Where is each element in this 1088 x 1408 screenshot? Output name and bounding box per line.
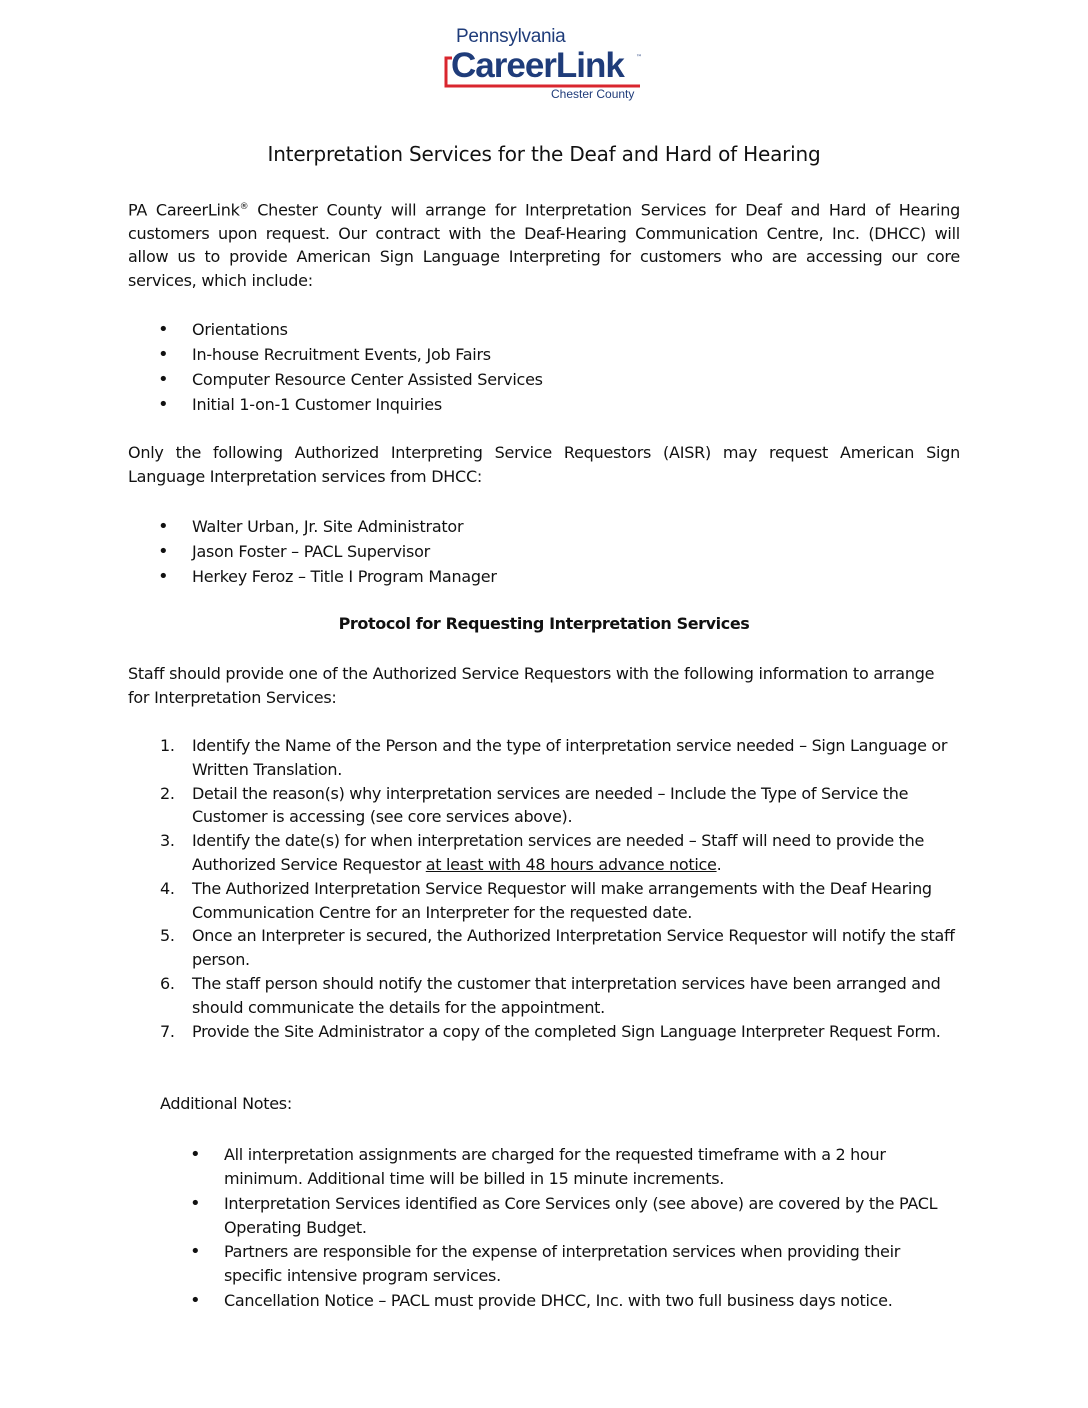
list-item: • In-house Recruitment Events, Job Fairs	[128, 342, 543, 367]
requestors-list	[128, 514, 497, 589]
intro-text-start: PA CareerLink	[128, 200, 240, 220]
protocol-steps-list	[128, 734, 960, 1043]
step-text: Identify the Name of the Person and the type of interpretation service needed – Sign Language or Written Translation.	[192, 736, 948, 779]
step-text: Detail the reason(s) why interpretation services are needed – Include the Type of Service the Customer is accessing (see core services above).	[192, 783, 909, 827]
protocol-heading: Protocol for Requesting Interpretation Services	[338, 614, 750, 633]
list-item: • Herkey Feroz – Title I Program Manager	[128, 564, 497, 589]
logo-state-text: Pennsylvania	[456, 26, 566, 47]
additional-notes-heading: Additional Notes:	[160, 1094, 292, 1113]
aisr-paragraph: Only the following Authorized Interpreting Service Requestors (AISR) may request American Sign Language Interpretation services from DHCC:	[128, 443, 960, 486]
list-item	[128, 877, 960, 925]
step-number: 4.	[160, 878, 175, 898]
step-number: 1.	[160, 736, 175, 755]
careerlink-logo	[0, 26, 1088, 110]
step-text: Provide the Site Administrator a copy of the completed Sign Language Interpreter Request Form.	[192, 1021, 941, 1041]
list-item: • Partners are responsible for the expense of interpretation services when providing their specific intensive program services.	[128, 1240, 960, 1289]
list-item	[128, 1020, 960, 1044]
logo-brand-text: CareerLink	[451, 46, 624, 85]
list-item: • Cancellation Notice – PACL must provide DHCC, Inc. with two full business days notice.	[128, 1289, 960, 1313]
step-number: 2.	[160, 783, 175, 803]
list-item: • Jason Foster – PACL Supervisor	[128, 539, 497, 564]
step-text: The staff person should notify the customer that interpretation services have been arranged and should communicate the details for the appointment.	[192, 973, 941, 1017]
list-item: • Walter Urban, Jr. Site Administrator	[128, 514, 497, 539]
intro-text-rest: Chester County will arrange for Interpretation Services for Deaf and Hard of Hearing customers upon request. Our contract with the Deaf-Hearing Communication Centre, Inc. (DHCC) will allow us to provide American Sign Language Interpreting for customers who are accessing our core services, which include:	[128, 200, 960, 290]
step-text: Once an Interpreter is secured, the Authorized Interpretation Service Requestor will notify the staff person.	[192, 926, 955, 970]
logo-trademark: ™	[636, 54, 642, 61]
list-item: • Interpretation Services identified as Core Services only (see above) are covered by the PACL Operating Budget.	[128, 1192, 960, 1241]
step-number: 7.	[160, 1021, 175, 1041]
additional-notes-list	[128, 1143, 960, 1313]
document-title: Interpretation Services for the Deaf and Hard of Hearing	[267, 142, 821, 166]
protocol-intro-paragraph: Staff should provide one of the Authorized Service Requestors with the following information to arrange for Interpretation Services:	[128, 664, 935, 707]
step-number: 3.	[160, 831, 175, 851]
list-item	[128, 782, 960, 830]
step-number: 6.	[160, 973, 175, 993]
intro-paragraph	[128, 196, 960, 292]
step-text: The Authorized Interpretation Service Requestor will make arrangements with the Deaf Hearing Communication Centre for an Interpreter for the requested date.	[192, 878, 932, 922]
step-text: Identify the date(s) for when interpretation services are needed – Staff will need to provide the Authorized Service Requestor	[192, 831, 925, 874]
registered-mark: ®	[239, 202, 249, 212]
list-item: • Computer Resource Center Assisted Services	[128, 367, 543, 392]
list-item: • All interpretation assignments are charged for the requested timeframe with a 2 hour minimum. Additional time will be billed in 15 minute increments.	[128, 1143, 960, 1192]
list-item: • Initial 1-on-1 Customer Inquiries	[128, 392, 543, 417]
list-item: • Orientations	[128, 317, 543, 342]
step-number: 5.	[160, 926, 175, 946]
core-services-list	[128, 317, 543, 417]
logo-county-text: Chester County	[551, 87, 635, 101]
list-item	[128, 829, 960, 877]
list-item	[128, 924, 960, 972]
step-text-end: .	[716, 854, 722, 874]
list-item	[128, 972, 960, 1020]
list-item	[128, 734, 960, 782]
advance-notice-emphasis: at least with 48 hours advance notice	[425, 854, 717, 874]
